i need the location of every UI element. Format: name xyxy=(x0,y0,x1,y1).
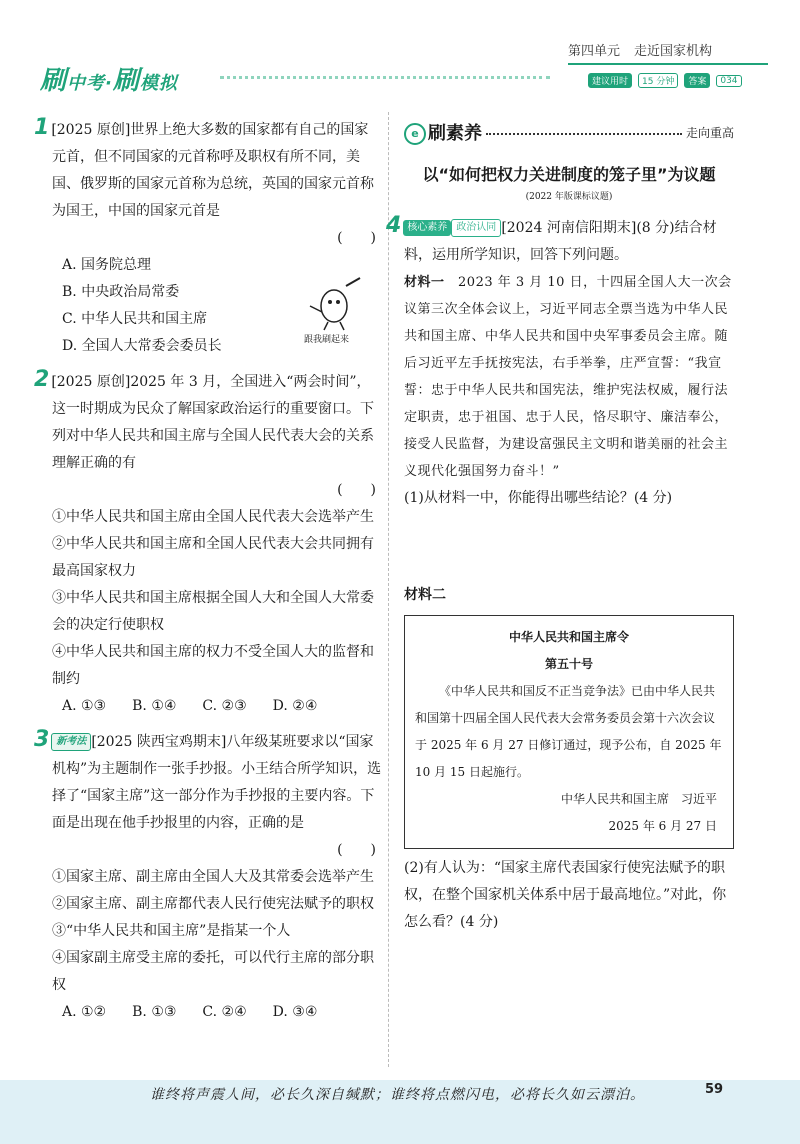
sub-question-2: (2)有人认为：“国家主席代表国家行使宪法赋予的职权，在整个国家机关体系中居于最高地位。”对此，你怎么看？(4 分) xyxy=(404,860,727,930)
option-b: B. ①③ xyxy=(132,1004,177,1020)
page-number: 59 xyxy=(705,1082,724,1097)
statement-3: ③中华人民共和国主席根据全国人大和全国人大常委会的决定行使职权 xyxy=(52,590,374,633)
answer-page: 034 xyxy=(716,75,741,87)
mascot-caption: 跟我刷起来 xyxy=(304,335,350,345)
statement-4: ④国家副主席受主席的委托，可以代行主席的部分职权 xyxy=(52,950,374,993)
answer-paren: ( ) xyxy=(337,482,376,498)
core-literacy-tag: 核心素养 xyxy=(403,220,451,236)
sub-question-1: (1)从材料一中，你能得出哪些结论？(4 分) xyxy=(404,490,673,506)
time-answer-row xyxy=(588,73,742,88)
topic-subtitle: (2022 年版课标议题) xyxy=(525,192,613,202)
answer-paren: ( ) xyxy=(337,230,376,246)
time-label: 建议用时 xyxy=(588,73,632,88)
decree-number: 第五十号 xyxy=(544,657,593,671)
option-a: A. ①③ xyxy=(62,698,107,714)
mascot-cartoon-icon xyxy=(296,276,376,346)
question-text: [2025 原创]世界上绝大多数的国家都有自己的国家元首，但不同国家的元首称呼及职权有所不同，美国、俄罗斯的国家元首称为总统，英国的国家元首称为国王，中国的国家元首是 xyxy=(51,122,374,219)
statement-1: ①国家主席、副主席由全国人大及其常委会选举产生 xyxy=(52,869,374,885)
question-number: 4 xyxy=(386,213,402,238)
decree-box xyxy=(404,615,734,849)
material-2-label: 材料二 xyxy=(404,587,446,603)
statement-4: ④中华人民共和国主席的权力不受全国人大的监督和制约 xyxy=(52,644,374,687)
option-a: A. ①② xyxy=(62,1004,107,1020)
question-4 xyxy=(386,212,734,936)
statement-2: ②国家主席、副主席都代表人民行使宪法赋予的职权 xyxy=(52,896,374,912)
answer-paren: ( ) xyxy=(337,842,376,858)
decree-title: 中华人民共和国主席令 xyxy=(508,630,629,644)
option-c: C. 中华人民共和国主席 xyxy=(62,311,208,327)
question-number: 2 xyxy=(34,367,50,392)
decree-signature: 中华人民共和国主席 习近平 xyxy=(560,792,717,806)
options-row xyxy=(52,999,382,1026)
question-text: [2025 陕西宝鸡期末]八年级某班要求以“国家机构”为主题制作一张手抄报。小王结合所学知识，选择了“国家主席”这一部分作为手抄报的主要内容。下面是出现在他手抄报里的内容，正确的是 xyxy=(52,734,382,831)
statement-3: ③“中华人民共和国主席”是指某一个人 xyxy=(52,923,291,939)
footer-motto: 谁终将声震人间，必长久深自缄默；谁终将点燃闪电，必将长久如云漂泊。 xyxy=(150,1087,645,1103)
question-number: 1 xyxy=(34,115,50,140)
option-d: D. ②④ xyxy=(272,698,318,714)
option-d: D. 全国人大常委会委员长 xyxy=(62,338,222,354)
decree-body: 《中华人民共和国反不正当竞争法》已由中华人民共和国第十四届全国人民代表大会常务委员会第十六次会议于 2025 年 6 月 27 日修订通过，现予公布，自 2025 年 10 月 15 日起施行。 xyxy=(415,684,722,779)
time-value: 15 分钟 xyxy=(638,73,678,88)
unit-label: 第四单元 xyxy=(568,44,621,59)
option-b: B. ①④ xyxy=(132,698,177,714)
material-1-text: 2023 年 3 月 10 日，十四届全国人大一次会议第三次全体会议上，习近平同志全票当选为中华人民共和国主席、中华人民共和国中央军事委员会主席。随后习近平左手抚按宪法，右手举拳，庄严宣誓：“我宣誓：忠于中华人民共和国宪法，维护宪法权威，履行法定职责，忠于祖国、忠于人民，恪尽职守、廉洁奉公，接受人民监督，为建设富强民主文明和谐美丽的社会主义现代化强国努力奋斗！” xyxy=(404,275,732,479)
left-column xyxy=(34,114,382,1032)
statement-2: ②中华人民共和国主席和全国人民代表大会共同拥有最高国家权力 xyxy=(52,536,374,579)
topic-title: 以“如何把权力关进制度的笼子里”为议题 xyxy=(422,165,716,184)
option-b: B. 中央政治局常委 xyxy=(62,284,180,300)
question-number: 3 xyxy=(34,727,50,752)
header-dotted-rule xyxy=(220,76,550,79)
column-divider xyxy=(388,112,389,1067)
new-method-tag: 新考法 xyxy=(51,733,91,751)
options-row xyxy=(52,693,382,720)
option-c: C. ②③ xyxy=(202,698,247,714)
section-dotted-line xyxy=(486,133,682,135)
decree-date: 2025 年 6 月 27 日 xyxy=(608,819,717,833)
section-header xyxy=(404,120,734,147)
question-text: [2024 河南信阳期末](8 分)结合材料，运用所学知识，回答下列问题。 xyxy=(404,220,717,263)
answer-space xyxy=(404,512,734,582)
question-2 xyxy=(34,366,382,720)
unit-header xyxy=(568,40,768,65)
section-logo: e 刷素养 xyxy=(404,120,482,147)
answer-label: 答案 xyxy=(684,73,710,88)
section-right-label: 走向重高 xyxy=(685,126,734,140)
option-a: A. 国务院总理 xyxy=(62,257,152,273)
e-badge-icon: e xyxy=(404,123,426,145)
option-c: C. ②④ xyxy=(202,1004,247,1020)
right-column xyxy=(386,120,734,936)
political-identity-tag: 政治认同 xyxy=(451,219,501,237)
material-1 xyxy=(404,269,734,485)
unit-title: 走近国家机构 xyxy=(634,44,713,59)
question-text: [2025 原创]2025 年 3 月，全国进入“两会时间”，这一时期成为民众了解国家政治运行的重要窗口。下列对中华人民共和国主席与全国人民代表大会的关系理解正确的有 xyxy=(51,374,374,471)
option-d: D. ③④ xyxy=(272,1004,318,1020)
question-3 xyxy=(34,726,382,1026)
statement-1: ①中华人民共和国主席由全国人民代表大会选举产生 xyxy=(52,509,374,525)
brand-title: 刷中考·刷模拟 xyxy=(40,66,178,96)
material-1-label: 材料一 xyxy=(404,275,445,290)
